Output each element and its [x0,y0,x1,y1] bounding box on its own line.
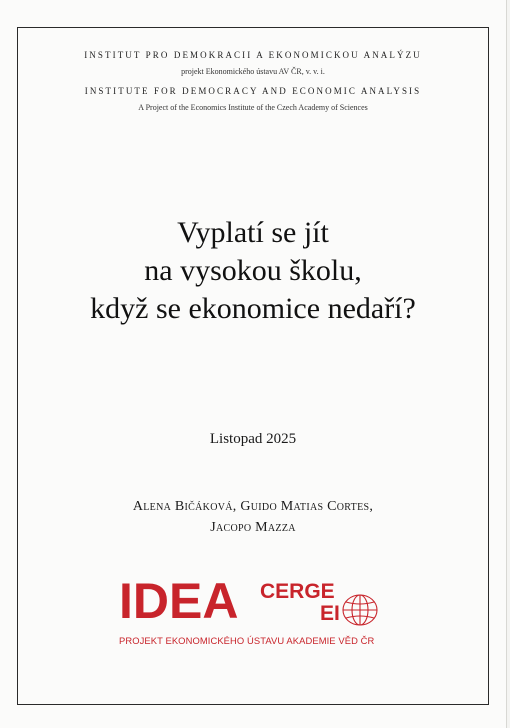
page-frame [17,27,489,705]
logo-cerge-wordmark: CERGE [260,580,335,603]
globe-icon [339,592,381,628]
logo-ei-wordmark: EI [320,602,340,625]
institute-name-cz: INSTITUT PRO DEMOKRACII A EKONOMICKOU ANALÝZU [84,50,422,60]
title-line-1: Vyplatí se jít [177,216,329,249]
authors-line-1: Alena Bičáková, Guido Matias Cortes, [132,499,374,514]
publication-date: Listopad 2025 [209,431,297,447]
institute-name-en: INSTITUTE FOR DEMOCRACY AND ECONOMIC ANALYSIS [84,86,422,96]
authors-line-2: Jacopo Mazza [210,520,296,535]
project-line-cz: projekt Ekonomického ústavu AV ČR, v. v. i. [181,67,325,76]
authors [18,496,488,538]
project-line-en: A Project of the Economics Institute of the Czech Academy of Sciences [138,103,368,112]
title-line-2: na vysokou školu, [144,254,362,287]
logo-idea-wordmark: IDEA [119,573,239,629]
document-title [18,214,488,328]
idea-cerge-ei-logo [119,573,409,656]
title-line-3: když se ekonomice nedaří? [90,292,416,325]
logo-tagline: PROJEKT EKONOMICKÉHO ÚSTAVU AKADEMIE VĚD ČR [119,635,375,646]
